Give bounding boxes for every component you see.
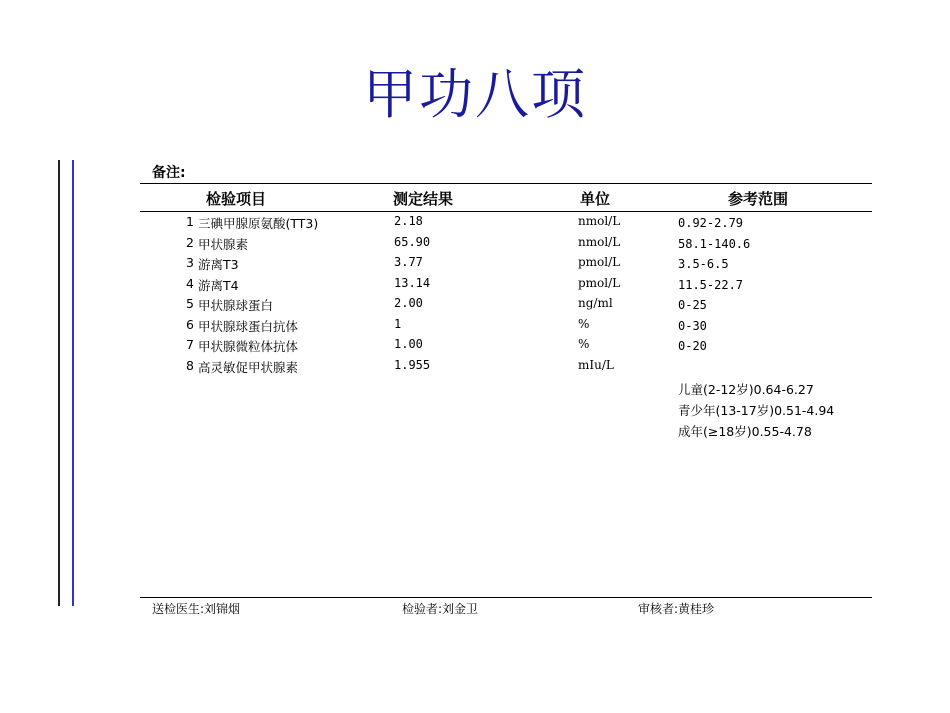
test-name: 甲状腺球蛋白抗体 [198, 318, 299, 334]
test-name: 甲状腺球蛋白 [198, 298, 274, 313]
test-unit: pmol/L [578, 255, 621, 269]
test-reference: 0-20 [678, 339, 707, 353]
table-row [140, 358, 872, 378]
table-row [140, 337, 872, 357]
footer-tester: 检验者:刘金卫 [402, 602, 479, 616]
slide-title: 甲功八项 [363, 63, 587, 126]
test-unit: mIu/L [578, 357, 614, 372]
header-result: 测定结果 [393, 190, 454, 208]
header-test-item: 检验项目 [206, 190, 267, 208]
lab-report [140, 160, 872, 616]
table-row [140, 255, 872, 275]
table-row [140, 276, 872, 296]
table-bottom-rule [140, 597, 872, 598]
row-index: 3 [186, 255, 194, 270]
test-result: 1 [394, 316, 402, 331]
test-name: 高灵敏促甲状腺素 [198, 359, 299, 375]
test-result: 65.90 [394, 234, 431, 249]
test-unit: % [578, 337, 590, 351]
left-accent-line [72, 160, 74, 606]
footer-reviewer: 审核者:黄桂珍 [638, 602, 715, 616]
row-index: 6 [186, 316, 194, 332]
row-index: 4 [186, 275, 194, 291]
test-unit: ng/ml [578, 296, 613, 310]
test-unit: nmol/L [578, 234, 621, 249]
test-reference: 0-25 [678, 298, 707, 312]
header-unit: 单位 [580, 190, 611, 208]
row-index: 8 [186, 357, 194, 373]
test-reference: 0-30 [678, 318, 707, 333]
table-row [140, 296, 872, 316]
table-row [140, 214, 872, 234]
header-reference-range: 参考范围 [728, 190, 789, 208]
test-reference: 3.5-6.5 [678, 257, 729, 271]
left-border-line [58, 160, 60, 606]
test-result: 2.18 [394, 214, 423, 228]
tsh-ref-note: 成年(≥18岁)0.55-4.78 [678, 424, 812, 439]
test-name: 甲状腺素 [198, 236, 249, 252]
test-reference: 11.5-22.7 [678, 277, 744, 292]
test-unit: pmol/L [578, 275, 621, 290]
test-result: 3.77 [394, 255, 423, 269]
test-name: 游离T3 [198, 257, 239, 272]
test-unit: % [578, 316, 590, 331]
row-index: 1 [186, 214, 194, 229]
row-index: 7 [186, 337, 194, 352]
remark-label: 备注: [152, 165, 186, 181]
row-index: 5 [186, 296, 194, 311]
table-row [140, 317, 872, 337]
header-bottom-rule [140, 211, 872, 212]
test-reference: 58.1-140.6 [678, 236, 751, 251]
test-name: 游离T4 [198, 277, 239, 293]
report-footer [140, 600, 872, 616]
test-unit: nmol/L [578, 214, 621, 228]
footer-doctor: 送检医生:刘锦烟 [152, 602, 241, 616]
tsh-ref-note: 青少年(13-17岁)0.51-4.94 [678, 403, 835, 418]
test-result: 1.00 [394, 337, 423, 351]
test-result: 2.00 [394, 296, 423, 310]
test-name: 甲状腺微粒体抗体 [198, 339, 299, 354]
test-reference: 0.92-2.79 [678, 216, 744, 230]
row-index: 2 [186, 234, 194, 250]
table-row [140, 235, 872, 255]
table-top-rule [140, 183, 872, 184]
test-result: 13.14 [394, 275, 431, 290]
test-name: 三碘甲腺原氨酸(TT3) [198, 216, 319, 231]
tsh-ref-note: 儿童(2-12岁)0.64-6.27 [678, 382, 814, 397]
test-result: 1.955 [394, 357, 431, 372]
